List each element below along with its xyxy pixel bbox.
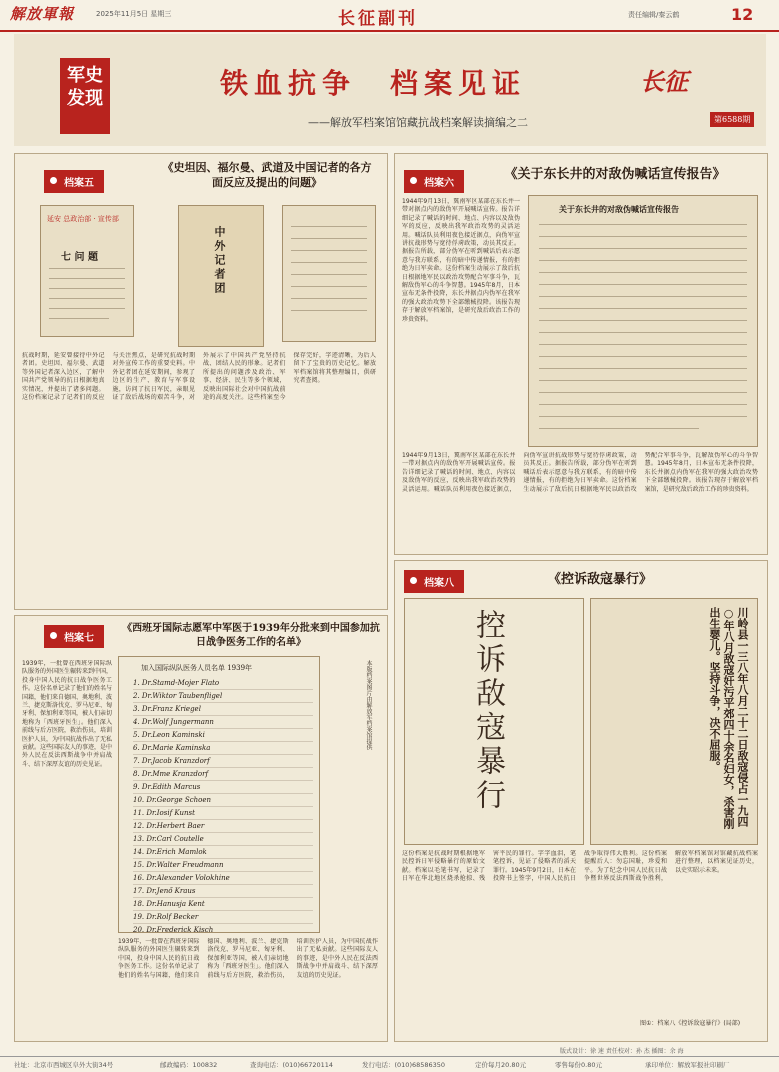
section-title: 长征副刊 — [338, 9, 418, 29]
report-heading: 关于东长井的对敌伪喊话宣传报告 — [559, 204, 679, 214]
editor-line: 责任编辑/秦云鹤 — [628, 11, 680, 19]
design-credit: 版式设计：徐 速 责任校对：孙 杰 插图：余 海 — [560, 1048, 684, 1055]
article-7-body-a: 1939年，一批曾在西班牙国际纵队服务的外国医生辗转来到中国，投身中国人民的抗日战争医务工作。这份名单记录了他们的姓名与国籍，他们来自德国、奥地利、波兰、捷克斯洛伐克、罗马尼亚、匈牙利、保加利亚等国，被人们亲切地称为「西班牙医生」。他们深入前线与后方医院，救治伤员，培训医护人员，为中国抗战作出了无私贡献。这些国际友人的事迹，是中外人民在反法西斯战争中并肩战斗、结下深厚友谊的历史见证。 — [22, 660, 112, 768]
footer-post: 邮政编码：100832 — [160, 1061, 218, 1069]
column-badge — [60, 58, 110, 134]
page-footer — [0, 1056, 779, 1072]
name-list-item: 10. Dr.George Schoen — [133, 794, 313, 807]
calligraphy-text: 控诉敌寇暴行 — [470, 609, 505, 813]
footer-dist: 发行电话：(010)68586350 — [362, 1061, 446, 1069]
doc-heading: 七 问 题 — [61, 252, 98, 263]
doc2-heading: 中外记者团 — [213, 226, 226, 296]
page-number: 12 — [731, 5, 754, 24]
name-list-item: 19. Dr.Rolf Becker — [133, 911, 313, 924]
archive-5-document-3 — [282, 205, 376, 342]
archive-8-calligraphy — [404, 598, 584, 845]
tag-archive-7: 档案七 — [44, 625, 104, 648]
archive-7-name-list — [118, 656, 320, 933]
name-list-item: 7. Dr.Jacob Kranzdorf — [133, 755, 313, 768]
footer-single: 零售每份0.80元 — [555, 1061, 602, 1069]
name-list-item: 18. Dr.Hanusja Kent — [133, 898, 313, 911]
archive-5-document-2 — [178, 205, 264, 347]
article-8-title: 《控诉敌寇暴行》 — [547, 572, 652, 587]
article-6-body-b: 1944年9月13日，冀南军区某部在东长井一带对据点内的敌伪军开展喊话宣传。报告详细记录了喊话的时间、地点、内容以及敌伪军的反应，反映出我军政治攻势的灵活运用。喊话队员利用夜色接近据点，向伪军宣讲抗战形势与宽待俘虏政策，动员其反正。据报告所载，部分伪军在听到喊话后表示愿意与我方联系，有的暗中传递情报，有的拒绝为日军卖命。这份档案生动展示了敌后抗日根据地军民以政治攻势配合军事斗争，瓦解敌伪军心的斗争智慧。1945年8月，日本宣布无条件投降，东长井据点内伪军在我军的强大政治攻势下全部缴械投降。该报告现存于解放军档案馆，是研究敌后政治工作的珍贵资料。 — [402, 452, 758, 493]
article-6-body-a: 1944年9月13日，冀南军区某部在东长井一带对据点内的敌伪军开展喊话宣传。报告详细记录了喊话的时间、地点、内容以及敌伪军的反应，反映出我军政治攻势的灵活运用。喊话队员利用夜色接近据点，向伪军宣讲抗战形势与宽待俘虏政策，动员其反正。据报告所载，部分伪军在听到喊话后表示愿意与我方联系，有的暗中传递情报，有的拒绝为日军卖命。这份档案生动展示了敌后抗日根据地军民以政治攻势配合军事斗争，瓦解敌伪军心的斗争智慧。1945年8月，日本宣布无条件投降，东长井据点内伪军在我军的强大政治攻势下全部缴械投降。该报告现存于解放军档案馆，是研究敌后政治工作的珍贵资料。 — [402, 198, 520, 323]
tag-archive-6: 档案六 — [404, 170, 464, 193]
article-5-title: 《史坦因、福尔曼、武道及中国记者的各方面反应及提出的问题》 — [162, 161, 372, 189]
footer-phone: 查询电话：(010)66720114 — [250, 1061, 334, 1069]
archive-8-poem — [590, 598, 758, 845]
doc-stamp: 延安 总政治部 · 宣传部 — [47, 215, 119, 223]
article-8-caption: 图①：档案八《控诉敌寇暴行》(局部) — [640, 1020, 741, 1027]
page-subtitle: ——解放军档案馆馆藏抗战档案解读摘编之二 — [308, 116, 528, 129]
name-list-item: 16. Dr.Alexander Volokhine — [133, 872, 313, 885]
name-list-item: 20. Dr.Frederick Kisch — [133, 924, 313, 933]
column-line-1: 军史 — [67, 65, 103, 86]
footer-printer: 承印单位：解放军报社印刷厂 — [645, 1061, 730, 1069]
calligraphy-signature: 长征 — [640, 67, 688, 96]
page-header — [0, 0, 779, 32]
paper-logo: 解放軍報 — [10, 5, 75, 23]
footer-price: 定价每月20.80元 — [475, 1061, 527, 1069]
footer-address: 社址：北京市西城区阜外大街34号 — [14, 1061, 114, 1069]
name-list-item: 8. Dr.Mme Kranzdorf — [133, 768, 313, 781]
issue-date: 2025年11月5日 星期三 — [96, 10, 172, 18]
name-list-item: 5. Dr.Leon Kaminski — [133, 729, 313, 742]
name-list-item: 11. Dr.Iosif Kunst — [133, 807, 313, 820]
name-list-item: 15. Dr.Walter Freudmann — [133, 859, 313, 872]
name-list-item: 4. Dr.Wolf Jungermann — [133, 716, 313, 729]
column-line-2: 发现 — [67, 88, 103, 109]
name-list-item: 14. Dr.Erich Mamlok — [133, 846, 313, 859]
article-6-title: 《关于东长井的对敌伪喊话宣传报告》 — [504, 167, 726, 182]
name-list-item: 6. Dr.Marie Kaminska — [133, 742, 313, 755]
name-list-item: 17. Dr.Jenő Kraus — [133, 885, 313, 898]
article-5-body: 抗战时期，延安曾接待中外记者团。史坦因、福尔曼、武道等外国记者深入边区，了解中国共产党领导的抗日根据地真实情况，并提出了诸多问题。这份档案记录了记者们的反应与关注焦点，是研究抗战时期对外宣传工作的重要史料。中外记者团在延安期间，参观了边区的生产、教育与军事设施，访问了抗日军民，亲眼见证了敌后战场的艰苦斗争，对外展示了中国共产党坚持抗战、团结人民的形象。记者们所提出的问题涉及政治、军事、经济、民生等多个领域，反映出国际社会对中国抗战前途的高度关注。这些档案至今保存完好，字迹清晰，为后人留下了宝贵的历史记忆。解放军档案馆将其整理编目，供研究者查阅。 — [22, 352, 376, 402]
name-list — [133, 677, 313, 933]
name-list-item: 1. Dr.Stamd-Mojer Flato — [133, 677, 313, 690]
archive-6-report — [528, 195, 758, 447]
tag-archive-5: 档案五 — [44, 170, 104, 193]
archive-5-document-1 — [40, 205, 134, 337]
poem-text: 川岭县一三八年八月二十二日敌寇侵占一九四○年八月敌寇奸污平郊四十余名妇女，杀害刚出生婴儿。坚持斗争，决不屈服。 — [708, 607, 749, 829]
article-7-caption: 本版档案图片由解放军档案馆提供 — [365, 660, 372, 750]
name-list-item: 2. Dr.Wiktor Taubenfligel — [133, 690, 313, 703]
article-8-body: 这份档案是抗战时期根据地军民控诉日军侵略暴行的原始文献。档案以毛笔书写，记录了日军在华北地区烧杀抢掠、残害平民的罪行。字字血泪，笔笔控诉，见证了侵略者的滔天罪行。1945年9月2日，日本在投降书上签字，中国人民抗日战争取得伟大胜利。这份档案提醒后人：勿忘国耻，珍爱和平。为了纪念中国人民抗日战争暨世界反法西斯战争胜利，解放军档案馆对馆藏抗战档案进行整理，以档案见证历史，以史实昭示未来。 — [402, 850, 758, 883]
article-7-title: 《西班牙国际志愿军中军医于1939年分批来到中国参加抗日战争医务工作的名单》 — [122, 623, 380, 648]
tag-archive-8: 档案八 — [404, 570, 464, 593]
name-list-item: 3. Dr.Franz Kriegel — [133, 703, 313, 716]
name-list-item: 12. Dr.Herbert Baer — [133, 820, 313, 833]
name-list-item: 9. Dr.Edith Marcus — [133, 781, 313, 794]
name-list-item: 13. Dr.Carl Coutelle — [133, 833, 313, 846]
issue-number: 第6588期 — [710, 112, 754, 127]
article-7-body-b: 1939年，一批曾在西班牙国际纵队服务的外国医生辗转来到中国，投身中国人民的抗日战争医务工作。这份名单记录了他们的姓名与国籍，他们来自德国、奥地利、波兰、捷克斯洛伐克、罗马尼亚、匈牙利、保加利亚等国，被人们亲切地称为「西班牙医生」。他们深入前线与后方医院，救治伤员，培训医护人员，为中国抗战作出了无私贡献。这些国际友人的事迹，是中外人民在反法西斯战争中并肩战斗、结下深厚友谊的历史见证。 — [118, 938, 378, 979]
page-title: 铁血抗争 档案见证 — [220, 67, 527, 100]
list-heading: 加入国际纵队医务人员名单 1939年 — [141, 664, 253, 672]
